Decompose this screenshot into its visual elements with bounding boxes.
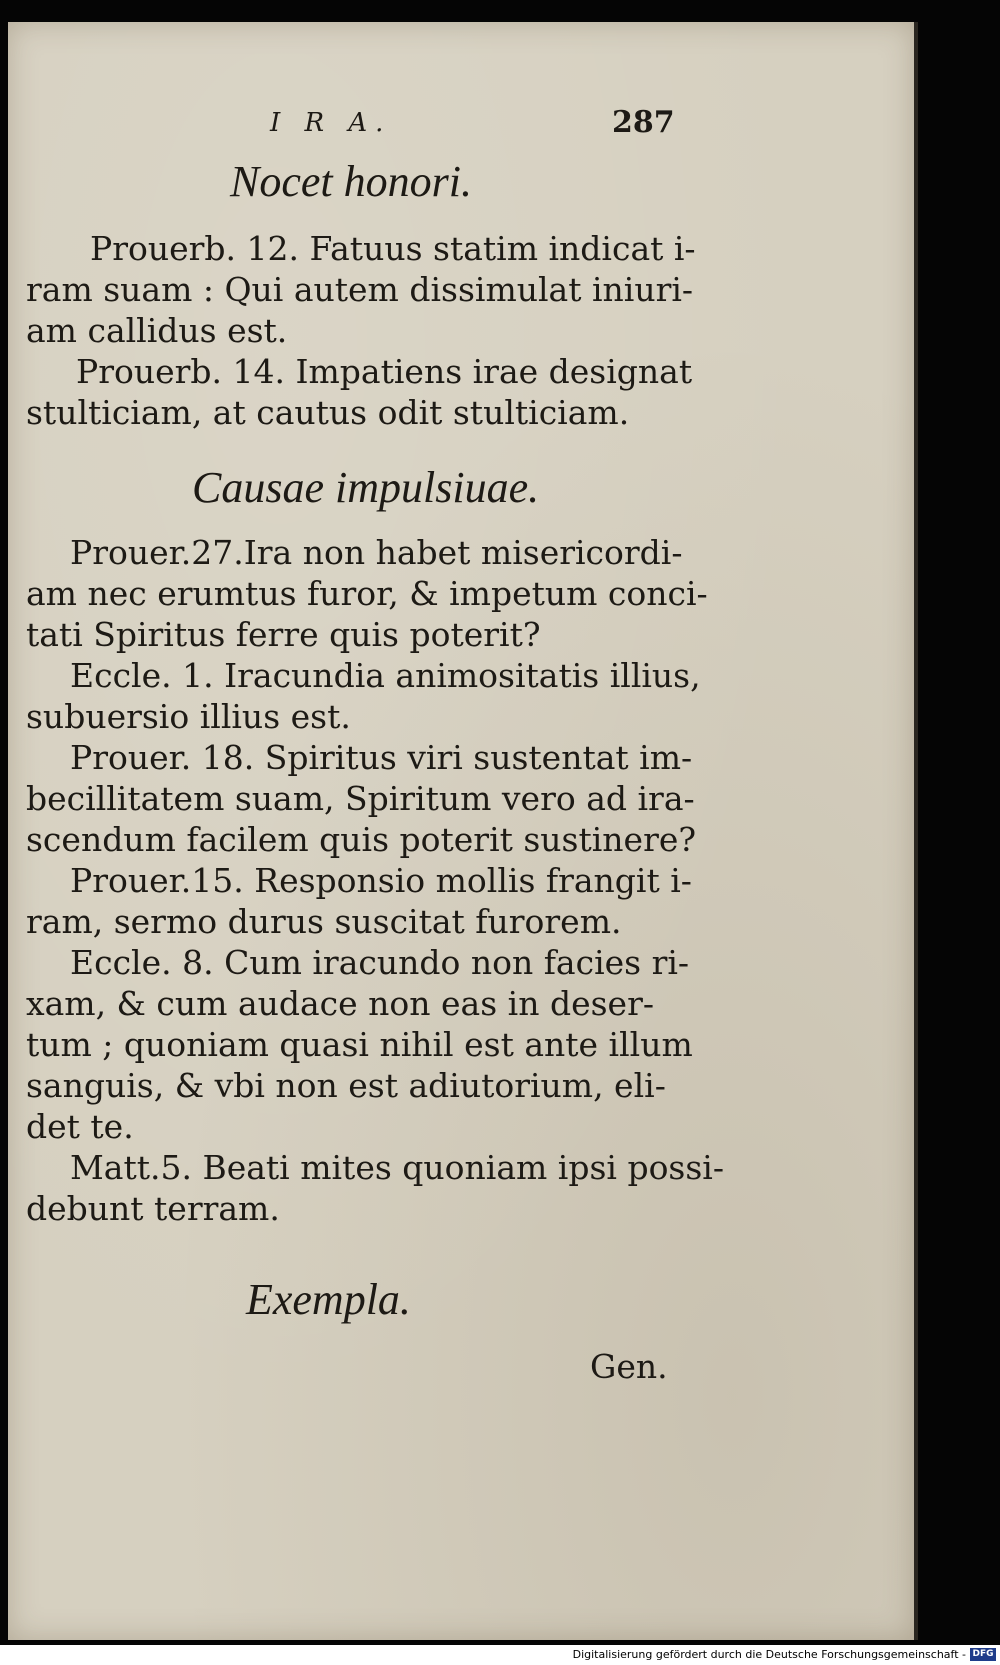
page-number: 287 [612, 105, 675, 140]
section-heading: Exempla. [246, 1275, 411, 1324]
text-line: scendum facilem quis poterit sustinere? [26, 820, 697, 859]
text-line: ram suam : Qui autem dissimulat iniuri- [26, 270, 694, 309]
text-line: xam, & cum audace non eas in deser- [26, 984, 654, 1023]
running-title: I R A. [270, 108, 392, 138]
text-line: am callidus est. [26, 311, 288, 350]
text-line: Eccle. 1. Iracundia animositatis illius, [70, 656, 701, 695]
text-line: Prouerb. 12. Fatuus statim indicat i- [90, 229, 696, 268]
page-edge [914, 22, 918, 1640]
text-line: Prouer.15. Responsio mollis frangit i- [70, 861, 692, 900]
text-line: Prouerb. 14. Impatiens irae designat [76, 352, 693, 391]
text-line: Matt.5. Beati mites quoniam ipsi possi- [70, 1148, 725, 1187]
text-line: tum ; quoniam quasi nihil est ante illum [26, 1025, 693, 1064]
text-line: stulticiam, at cautus odit stulticiam. [26, 393, 630, 432]
footer-bar [0, 1645, 1000, 1665]
text-line: ram, sermo durus suscitat furorem. [26, 902, 622, 941]
text-line: am nec erumtus furor, & impetum conci- [26, 574, 708, 613]
catchword: Gen. [590, 1347, 668, 1386]
text-line: Prouer.27.Ira non habet misericordi- [70, 533, 683, 572]
text-line: Eccle. 8. Cum iracundo non facies ri- [70, 943, 690, 982]
section-heading: Nocet honori. [230, 157, 472, 206]
section-heading: Causae impulsiuae. [192, 463, 540, 512]
text-line: debunt terram. [26, 1189, 280, 1228]
text-line: tati Spiritus ferre quis poterit? [26, 615, 541, 654]
text-line: Prouer. 18. Spiritus viri sustentat im- [70, 738, 693, 777]
text-line: subuersio illius est. [26, 697, 351, 736]
text-line: det te. [26, 1107, 134, 1146]
text-line: becillitatem suam, Spiritum vero ad ira- [26, 779, 695, 818]
footer-credit: Digitalisierung gefördert durch die Deutsche Forschungsgemeinschaft - [572, 1648, 966, 1661]
dfg-logo: DFG [970, 1648, 996, 1661]
text-line: sanguis, & vbi non est adiutorium, eli- [26, 1066, 666, 1105]
